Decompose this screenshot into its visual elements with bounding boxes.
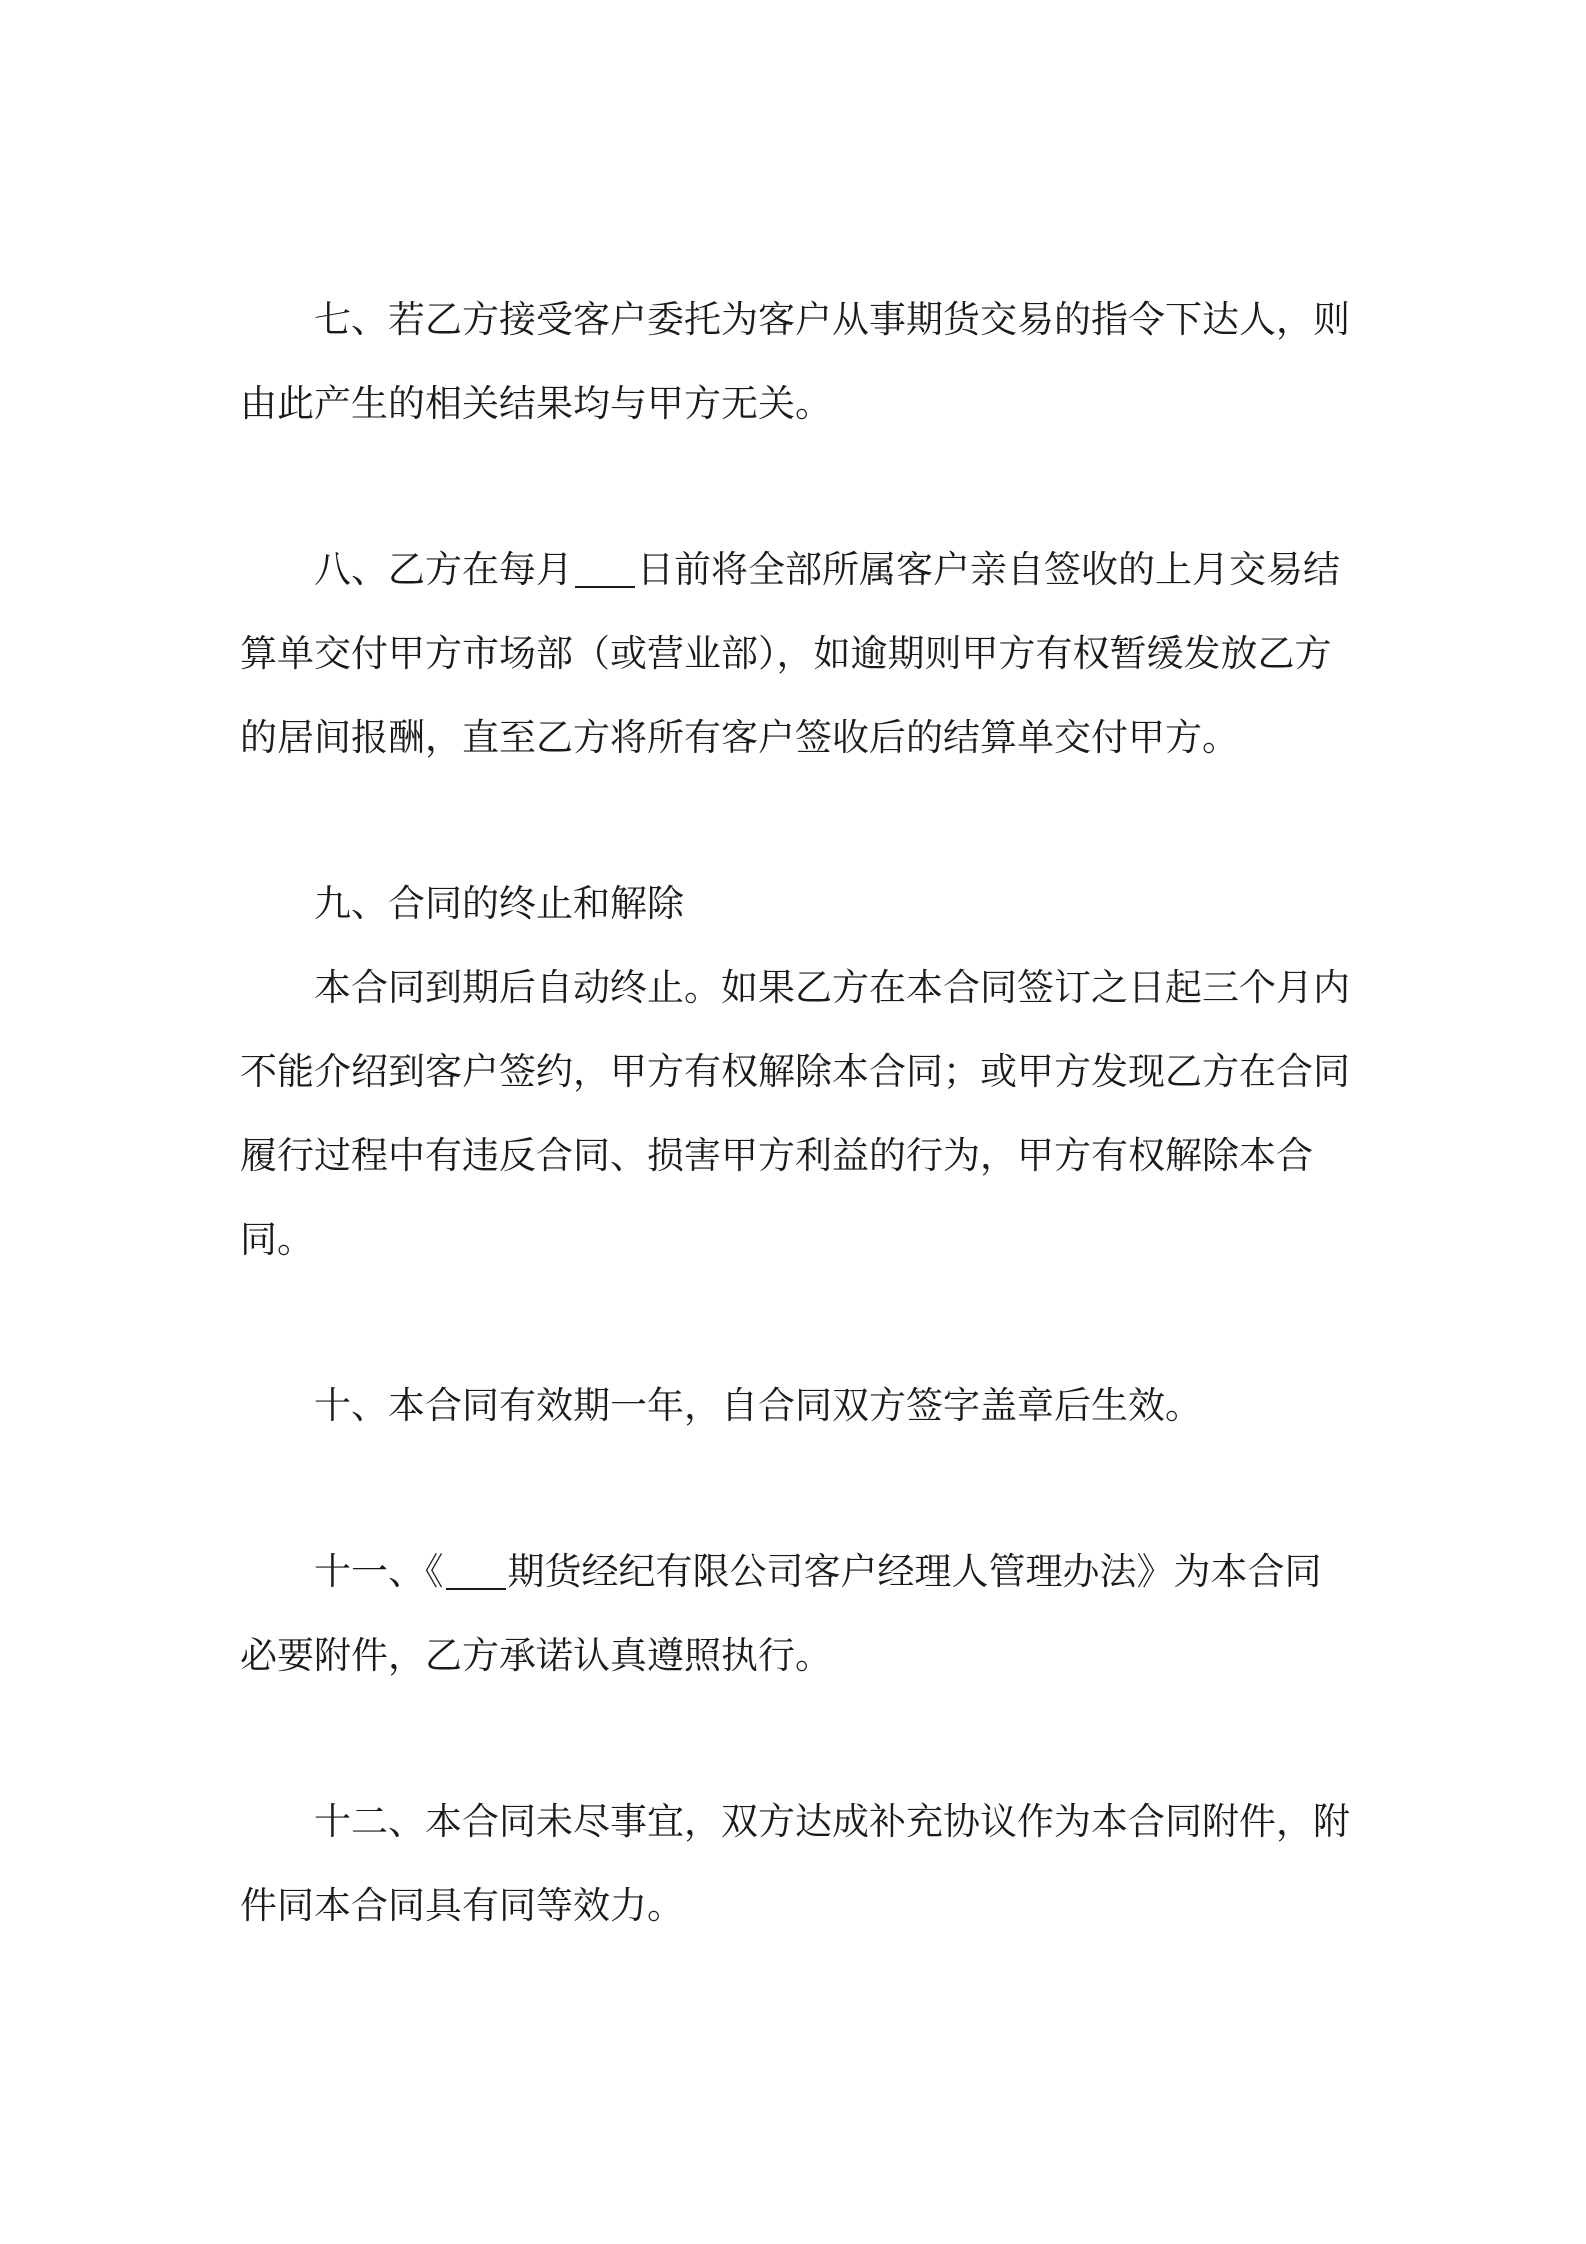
clause-11-blank [446, 1548, 506, 1590]
clause-7 [240, 278, 1350, 446]
clause-10-text: 十、本合同有效期一年，自合同双方签字盖章后生效。 [314, 1384, 1202, 1427]
clause-8-blank [575, 546, 635, 588]
clause-12 [240, 1780, 1350, 1948]
clause-11-text-start: 十一、《 [314, 1550, 444, 1593]
clause-9-body-text: 本合同到期后自动终止。如果乙方在本合同签订之日起三个月内不能介绍到客户签约，甲方有权解除本合同；或甲方发现乙方在合同履行过程中有违反合同、损害甲方利益的行为，甲方有权解除本合同。 [240, 966, 1350, 1261]
clause-8-text-end: 日前将全部所属客户亲自签收的上月交易结算单交付甲方市场部（或营业部），如逾期则甲方有权暂缓发放乙方的居间报酬，直至乙方将所有客户签收后的结算单交付甲方。 [240, 548, 1340, 759]
clause-10 [240, 1364, 1350, 1448]
clause-9-title [240, 862, 1350, 946]
clause-12-text: 十二、本合同未尽事宜，双方达成补充协议作为本合同附件，附件同本合同具有同等效力。 [240, 1800, 1350, 1927]
clause-11 [240, 1530, 1350, 1698]
clause-8-text-start: 八、乙方在每月 [314, 548, 573, 591]
document-body [240, 278, 1350, 1948]
clause-9-title-text: 九、合同的终止和解除 [314, 882, 684, 925]
clause-11-text-end: 期货经纪有限公司客户经理人管理办法》为本合同必要附件，乙方承诺认真遵照执行。 [240, 1550, 1322, 1677]
clause-7-text: 七、若乙方接受客户委托为客户从事期货交易的指令下达人，则由此产生的相关结果均与甲方无关。 [240, 298, 1350, 425]
clause-9-body [240, 946, 1350, 1282]
clause-8 [240, 528, 1350, 780]
